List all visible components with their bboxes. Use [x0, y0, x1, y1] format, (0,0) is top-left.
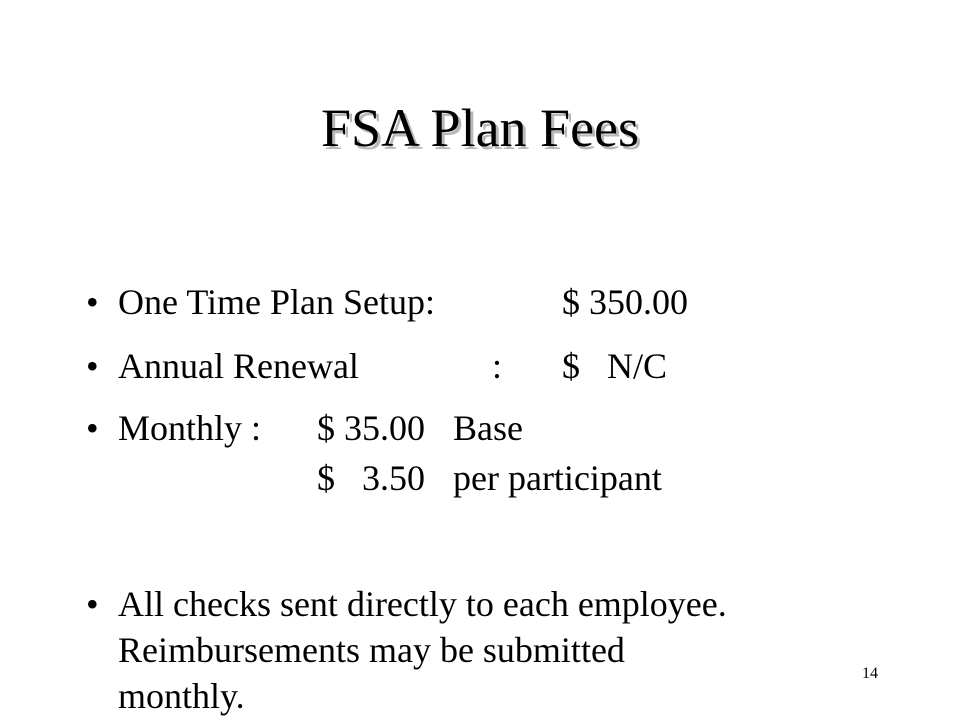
bullet-icon: •	[86, 346, 99, 386]
fee-base-text: Base	[453, 408, 523, 448]
note-line-2: Reimbursements may be submitted	[118, 630, 625, 670]
fee-separator-renewal: :	[492, 346, 503, 386]
fee-label-setup: One Time Plan Setup:	[118, 282, 436, 322]
fee-value-setup: $ 350.00	[562, 282, 688, 322]
fee-participant-amount: $ 3.50	[317, 458, 425, 498]
bullet-icon: •	[86, 408, 99, 448]
fee-base-amount: $ 35.00	[317, 408, 425, 448]
bullet-icon: •	[86, 584, 99, 624]
note-line-1: All checks sent directly to each employee.	[118, 584, 727, 624]
note-line-3: monthly.	[118, 676, 245, 716]
fee-label-monthly: Monthly :	[118, 408, 262, 448]
fee-label-renewal: Annual Renewal	[118, 346, 359, 386]
bullet-icon: •	[86, 282, 99, 322]
slide-number: 14	[862, 665, 878, 682]
fee-value-renewal: $ N/C	[562, 346, 668, 386]
fee-participant-text: per participant	[453, 458, 662, 498]
slide-title: FSA Plan Fees	[320, 98, 640, 158]
